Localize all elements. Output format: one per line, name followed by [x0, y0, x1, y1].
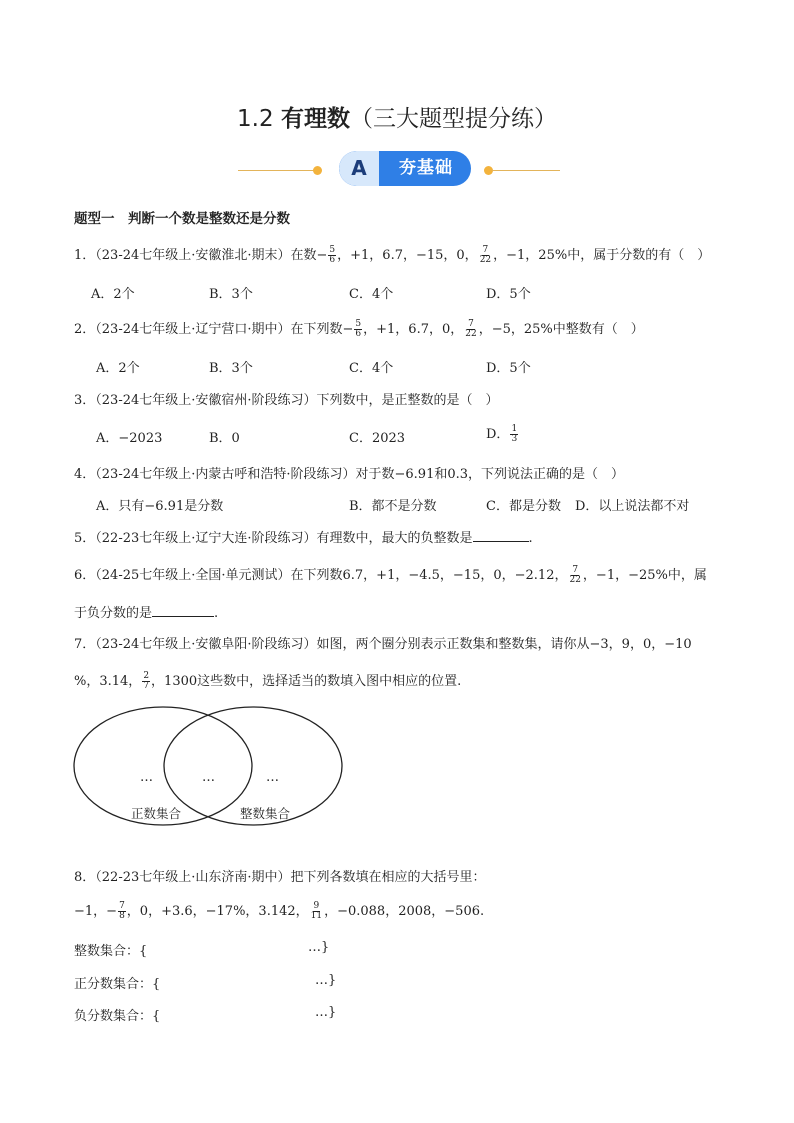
decor-line-right — [492, 170, 560, 171]
option-d: D．以上说法都不对 — [575, 499, 690, 514]
option-c: C．都是分数 — [486, 499, 561, 514]
option-b: B．3个 — [209, 287, 253, 302]
question-1: 1．（23-24七年级上·安徽淮北·期末）在数− $\frac{5}{6}$ ，+1，6.7，−15，0， $\frac{7}{22}$ ，−1，25%中，属于分数的有（ ） — [74, 245, 711, 265]
question-7: 7．（23-24七年级上·安徽阜阳·阶段练习）如图，两个圈分别表示正数集和整数集，请你从−3，9，0，−10 — [74, 637, 692, 652]
section-heading: 题型一 判断一个数是整数还是分数 — [74, 211, 290, 227]
option-a: A．2个 — [91, 287, 135, 302]
fraction: $\frac{7}{22}$ — [479, 245, 492, 265]
option-c: C．4个 — [349, 287, 394, 302]
fraction: $\frac{7}{22}$ — [569, 565, 581, 585]
venn-left-label: 正数集合 — [131, 806, 182, 821]
option-a: A．−2023 — [96, 431, 163, 446]
negative-fraction-set-end: …} — [315, 1005, 337, 1020]
question-3: 3．（23-24七年级上·安徽宿州·阶段练习）下列数中，是正整数的是（ ） — [74, 393, 499, 408]
venn-middle-dots: … — [202, 770, 215, 785]
badge-letter: A — [339, 151, 379, 186]
answer-blank[interactable] — [152, 616, 214, 617]
venn-right-label: 整数集合 — [240, 806, 291, 821]
option-d: D．5个 — [486, 361, 531, 376]
option-a: A．2个 — [96, 361, 140, 376]
fraction: $\frac{5}{6}$ — [329, 245, 336, 265]
question-5: 5．（22-23七年级上·辽宁大连·阶段练习）有理数中，最大的负整数是 . — [74, 531, 533, 546]
question-2: 2．（23-24七年级上·辽宁营口·期中）在下列数− $\frac{5}{6}$ ，+1，6.7，0， $\frac{7}{22}$ ，−5，25%中整数有（ ） — [74, 319, 644, 339]
question-4: 4．（23-24七年级上·内蒙古呼和浩特·阶段练习）对于数−6.91和0.3，下列说法正确的是（ ） — [74, 467, 625, 482]
question-6-line2: 于负分数的是 . — [74, 606, 219, 621]
option-b: B．3个 — [209, 361, 253, 376]
negative-fraction-set-label: 负分数集合：{ — [74, 1009, 161, 1024]
question-8: 8．（22-23七年级上·山东济南·期中）把下列各数填在相应的大括号里： — [74, 870, 486, 885]
positive-fraction-set-label: 正分数集合：{ — [74, 977, 161, 992]
venn-left-dots: … — [140, 770, 153, 785]
option-c: C．2023 — [349, 431, 406, 446]
option-a: A．只有−6.91是分数 — [96, 499, 224, 514]
venn-diagram — [66, 700, 386, 830]
fraction: $\frac{7}{8}$ — [119, 901, 125, 921]
option-d: D．5个 — [486, 287, 531, 302]
level-badge — [339, 151, 471, 186]
page-title: 1.2 有理数（三大题型提分练） — [237, 106, 557, 132]
integer-set-label: 整数集合：{ — [74, 944, 148, 959]
fraction: $\frac{5}{6}$ — [355, 319, 362, 339]
option-d: D． $\frac{1}{3}$ — [486, 424, 518, 444]
integer-set-end: …} — [308, 940, 330, 955]
venn-right-dots: … — [266, 770, 279, 785]
decor-dot-left — [313, 166, 322, 175]
fraction: $\frac{1}{3}$ — [511, 424, 518, 444]
question-6: 6．（24-25七年级上·全国·单元测试）在下列数6.7，+1，−4.5，−15，0，−2.12， $\frac{7}{22}$ ，−1，−25%中，属 — [74, 565, 707, 585]
option-c: C．4个 — [349, 361, 394, 376]
question-7-line2: %，3.14， $\frac{2}{7}$ ，1300这些数中，选择适当的数填入图中相应的位置. — [74, 671, 462, 691]
positive-fraction-set-end: …} — [315, 973, 337, 988]
fraction: $\frac{7}{22}$ — [465, 319, 477, 339]
option-b: B．都不是分数 — [349, 499, 437, 514]
question-8-numbers: −1，− $\frac{7}{8}$ ，0，+3.6，−17%，3.142， $\frac{9}{11}$ ，−0.088，2008，−506. — [74, 901, 485, 921]
badge-text: 夯基础 — [399, 158, 453, 178]
answer-blank[interactable] — [473, 541, 529, 542]
fraction: $\frac{2}{7}$ — [143, 671, 150, 691]
decor-line-left — [238, 170, 316, 171]
fraction: $\frac{9}{11}$ — [310, 901, 323, 921]
option-b: B．0 — [209, 431, 240, 446]
